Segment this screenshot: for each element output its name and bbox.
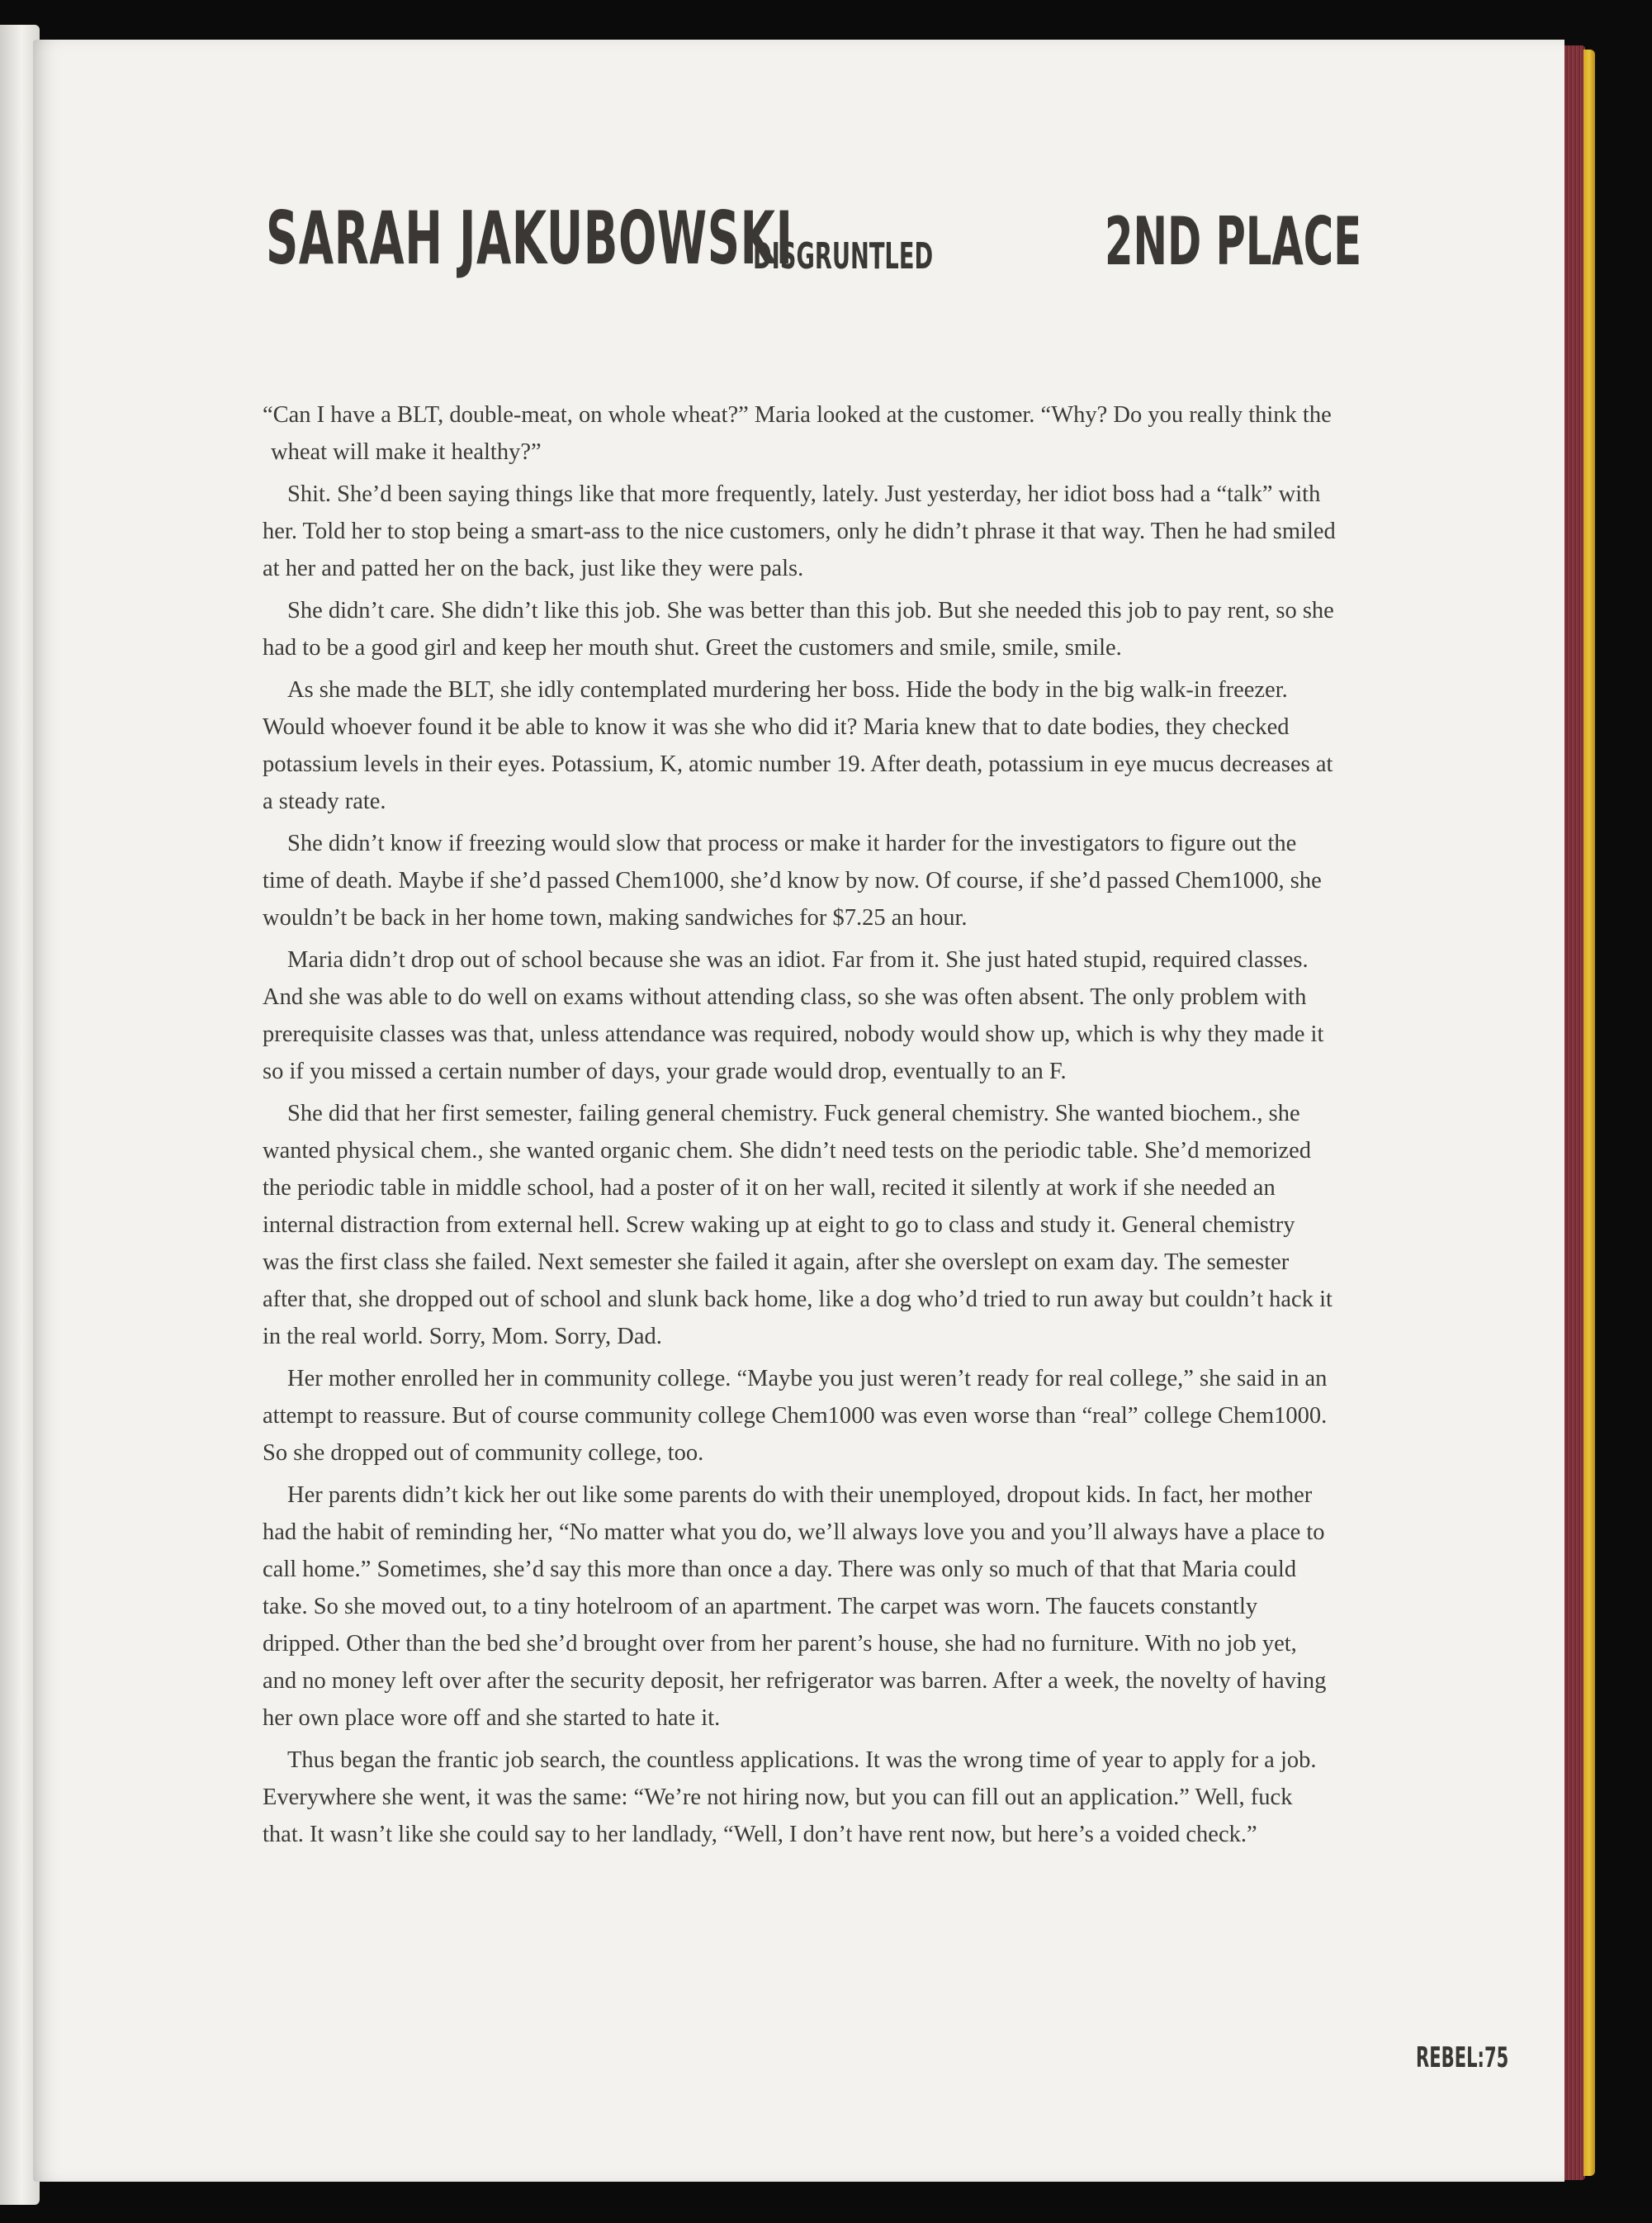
book-cover-edge — [1583, 50, 1595, 2176]
author-name: SARAH JAKUBOWSKI — [266, 196, 793, 281]
paragraph-5: She didn’t know if freezing would slow that process or make it harder for the investigators to figure out the time of death. Maybe if she’d passed Chem1000, she’d know by now. Of course, if she’d passed Chem1000, she wouldn’t be back in her home town, making sandwiches for $7.25 an hour. — [263, 831, 1322, 931]
paragraph-9: Her parents didn’t kick her out like some parents do with their unemployed, dropout kids. In fact, her mother had the habit of reminding her, “No matter what you do, we’ll always love you and you’ll always have a place to call home.” Sometimes, she’d say this more than once a day. There was only so much of that that Maria could take. So she moved out, to a tiny hotelroom of an apartment. The carpet was worn. The faucets constantly dripped. Other than the bed she’d brought over from her parent’s house, she had no furniture. With no job yet, and no money left over after the security deposit, her refrigerator was barren. After a week, the novelty of having her own place wore off and she started to hate it. — [263, 1482, 1327, 1731]
paragraph-7: She did that her first semester, failing general chemistry. Fuck general chemistry. She wanted biochem., she wanted physical chem., she wanted organic chem. She didn’t need tests on the periodic table. She’d memorized the periodic table in middle school, had a poster of it on her wall, recited it silently at work if she needed an internal distraction from external hell. Screw waking up at eight to go to class and study it. General chemistry was the first class she failed. Next semester she failed it again, after she overslept on exam day. The semester after that, she dropped out of school and slunk back home, like a dog who’d tried to run away but couldn’t hack it in the real world. Sorry, Mom. Sorry, Dad. — [263, 1101, 1332, 1349]
paragraph-4: As she made the BLT, she idly contemplated murdering her boss. Hide the body in the big walk-in freezer. Would whoever found it be able to know it was she who did it? Maria knew that to date bodies, they checked potassium levels in their eyes. Potassium, K, atomic number 19. After death, potassium in eye mucus decreases at a steady rate. — [263, 677, 1333, 814]
page-folio: REBEL:75 — [1416, 2041, 1509, 2074]
paragraph-2: Shit. She’d been saying things like that more frequently, lately. Just yesterday, her idiot boss had a “talk” with her. Told her to stop being a smart-ass to the nice customers, only he didn’t phrase it that way. Then he had smiled at her and patted her on the back, just like they were pals. — [263, 481, 1336, 581]
paragraph-10: Thus began the frantic job search, the countless applications. It was the wrong time of year to apply for a job. Everywhere she went, it was the same: “We’re not hiring now, but you can fill out an application.” Well, fuck that. It wasn’t like she could say to her landlady, “Well, I don’t have rent now, but here’s a voided check.” — [263, 1747, 1317, 1847]
story-header — [0, 196, 1652, 293]
story-body — [263, 396, 1336, 1858]
paragraph-6: Maria didn’t drop out of school because she was an idiot. Far from it. She just hated stupid, required classes. And she was able to do well on exams without attending class, so she was often absent. The only problem with prerequisite classes was that, unless attendance was required, nobody would show up, which is why they made it so if you missed a certain number of days, your grade would drop, eventually to an F. — [263, 947, 1324, 1084]
paragraph-1: “Can I have a BLT, double-meat, on whole wheat?” Maria looked at the customer. “Why? Do you really think the wheat will make it healthy?” — [263, 402, 1332, 465]
award-place: 2ND PLACE — [1105, 203, 1362, 280]
paragraph-8: Her mother enrolled her in community college. “Maybe you just weren’t ready for real college,” she said in an attempt to reassure. But of course community college Chem1000 was even worse than “real” college Chem1000. So she dropped out of community college, too. — [263, 1366, 1328, 1466]
paragraph-3: She didn’t care. She didn’t like this job. She was better than this job. But she needed this job to pay rent, so she had to be a good girl and keep her mouth shut. Greet the customers and smile, smile, smile. — [263, 598, 1334, 661]
story-title: DISGRUNTLED — [753, 235, 934, 277]
